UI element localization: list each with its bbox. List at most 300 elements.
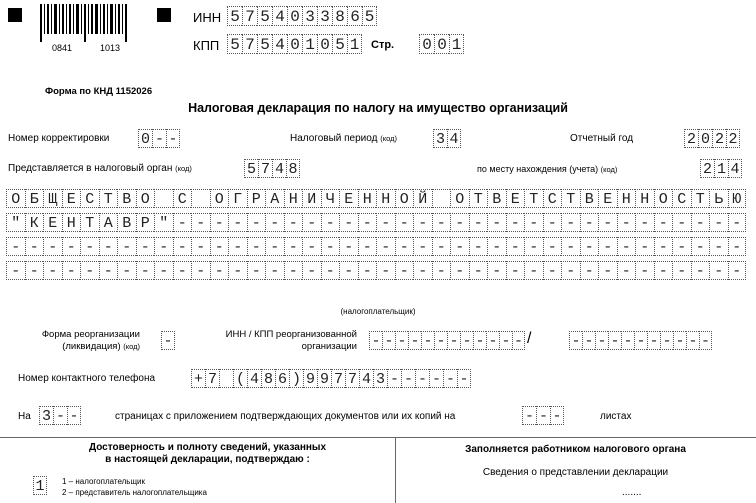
char-cell: - — [173, 213, 192, 232]
char-cell: - — [210, 237, 229, 256]
char-cell: - — [543, 213, 562, 232]
char-cell: Т — [99, 189, 118, 208]
confirm-title-line-1: Достоверность и полноту сведений, указанных — [88, 442, 327, 453]
char-cell: - — [487, 237, 506, 256]
char-cell: - — [382, 331, 395, 350]
char-cell: - — [443, 369, 457, 388]
char-cell: - — [617, 261, 636, 280]
period-label-text: Налоговый период — [290, 133, 378, 144]
taxpayer-name-row — [6, 213, 746, 232]
char-cell: Т — [469, 189, 488, 208]
char-cell: - — [321, 237, 340, 256]
char-cell: - — [173, 261, 192, 280]
char-cell: - — [265, 213, 284, 232]
char-cell: - — [62, 237, 81, 256]
location-code-note: (код) — [600, 165, 618, 174]
char-cell: - — [543, 261, 562, 280]
char-cell: - — [136, 261, 155, 280]
char-cell: - — [358, 237, 377, 256]
char-cell: В — [117, 213, 136, 232]
char-cell: 4 — [272, 34, 287, 54]
char-cell: В — [117, 189, 136, 208]
char-cell: 7 — [205, 369, 219, 388]
reorg-label-line-2 — [10, 341, 140, 353]
char-cell: 0 — [434, 34, 449, 54]
year-field[interactable] — [684, 129, 740, 148]
char-cell: 5 — [227, 34, 242, 54]
char-cell: Е — [598, 189, 617, 208]
char-cell: - — [376, 261, 395, 280]
char-cell: 2 — [726, 129, 740, 148]
char-cell: А — [265, 189, 284, 208]
reorg-label-line-1: Форма реорганизации — [41, 329, 140, 340]
char-cell: - — [387, 369, 401, 388]
char-cell: 8 — [286, 159, 300, 178]
char-cell: - — [617, 237, 636, 256]
char-cell: 3 — [317, 6, 332, 26]
char-cell: - — [673, 331, 686, 350]
char-cell: - — [80, 261, 99, 280]
char-cell: - — [43, 237, 62, 256]
footer-divider — [0, 437, 756, 438]
char-cell: - — [634, 331, 647, 350]
reorg-inn-kpp-separator: / — [527, 330, 532, 347]
char-cell: - — [450, 237, 469, 256]
char-cell: " — [6, 213, 25, 232]
char-cell: - — [210, 261, 229, 280]
char-cell: И — [302, 189, 321, 208]
char-cell: О — [654, 189, 673, 208]
char-cell: Г — [228, 189, 247, 208]
char-cell: 5 — [257, 34, 272, 54]
char-cell: - — [524, 213, 543, 232]
char-cell: - — [487, 213, 506, 232]
char-cell: Н — [617, 189, 636, 208]
form-knd: Форма по КНД 1152026 — [45, 86, 153, 97]
year-label: Отчетный год — [570, 133, 634, 144]
char-cell: - — [432, 237, 451, 256]
char-cell: - — [580, 237, 599, 256]
taxpayer-name-row — [6, 237, 746, 256]
pages-text: страницах с приложением подтверждающих документов или их копий на — [115, 411, 456, 422]
char-cell: 5 — [362, 6, 377, 26]
char-cell: 5 — [244, 159, 258, 178]
char-cell: - — [506, 237, 525, 256]
char-cell: - — [536, 406, 550, 425]
corner-marker-right — [157, 8, 171, 22]
char-cell: Ь — [709, 189, 728, 208]
char-cell: - — [672, 237, 691, 256]
char-cell: 1 — [33, 476, 47, 495]
page-label: Стр. — [371, 39, 395, 51]
char-cell: - — [654, 213, 673, 232]
char-cell: - — [691, 261, 710, 280]
location-label-text: по месту нахождения (учета) — [477, 164, 599, 174]
char-cell: В — [487, 189, 506, 208]
char-cell: - — [561, 237, 580, 256]
char-cell: С — [80, 189, 99, 208]
char-cell: - — [672, 213, 691, 232]
char-cell: - — [395, 213, 414, 232]
char-cell: О — [210, 189, 229, 208]
char-cell: ) — [289, 369, 303, 388]
char-cell: - — [152, 129, 166, 148]
kpp-field[interactable] — [227, 34, 362, 54]
reorg-inn-label — [190, 329, 357, 353]
inn-label: ИНН — [193, 10, 222, 25]
char-cell — [219, 369, 233, 388]
char-cell: - — [413, 237, 432, 256]
char-cell: - — [580, 261, 599, 280]
period-field[interactable] — [433, 129, 461, 148]
char-cell: - — [210, 213, 229, 232]
char-cell: " — [154, 213, 173, 232]
char-cell: - — [6, 237, 25, 256]
char-cell: Н — [635, 189, 654, 208]
char-cell: 9 — [317, 369, 331, 388]
char-cell: - — [395, 261, 414, 280]
char-cell: Р — [136, 213, 155, 232]
char-cell: - — [25, 237, 44, 256]
char-cell: - — [598, 213, 617, 232]
reorg-inn-field[interactable] — [369, 331, 525, 350]
char-cell: - — [450, 261, 469, 280]
char-cell: - — [635, 261, 654, 280]
char-cell: - — [265, 261, 284, 280]
char-cell: 8 — [332, 6, 347, 26]
confirm-title-line-2: в настоящей декларации, подтверждаю : — [105, 454, 310, 465]
char-cell: 4 — [247, 369, 261, 388]
kpp-label: КПП — [193, 38, 220, 53]
tax-office-title: Заполняется работником налогового органа — [465, 444, 686, 455]
taxpayer-caption: (налогоплательщик) — [340, 307, 416, 316]
char-cell: - — [413, 213, 432, 232]
char-cell: - — [429, 369, 443, 388]
char-cell: Е — [43, 213, 62, 232]
char-cell: Т — [691, 189, 710, 208]
char-cell: - — [401, 369, 415, 388]
corner-marker-left — [8, 8, 22, 22]
barcode-number-right: 1013 — [100, 43, 121, 53]
char-cell: 6 — [347, 6, 362, 26]
char-cell: - — [432, 213, 451, 232]
char-cell: - — [321, 213, 340, 232]
char-cell: - — [369, 331, 382, 350]
char-cell: - — [434, 331, 447, 350]
char-cell: 3 — [302, 6, 317, 26]
char-cell: - — [136, 237, 155, 256]
char-cell: - — [432, 261, 451, 280]
authority-label-text: Представляется в налоговый орган — [8, 163, 173, 174]
reorg-inn-label-line-2: организации — [301, 341, 357, 352]
char-cell: 0 — [698, 129, 712, 148]
char-cell: - — [457, 369, 471, 388]
char-cell: - — [569, 331, 582, 350]
char-cell: - — [339, 237, 358, 256]
confirm-option-2: 2 – представитель налогоплательщика — [62, 488, 207, 497]
char-cell: - — [62, 261, 81, 280]
char-cell: - — [513, 333, 523, 350]
char-cell: - — [499, 331, 512, 350]
char-cell: - — [415, 369, 429, 388]
char-cell: - — [709, 261, 728, 280]
char-cell: 9 — [303, 369, 317, 388]
confirm-option-1: 1 – налогоплательщик — [62, 477, 146, 486]
period-label — [290, 133, 397, 145]
char-cell: - — [284, 237, 303, 256]
inn-field[interactable] — [227, 6, 377, 26]
char-cell: Щ — [43, 189, 62, 208]
char-cell: - — [524, 261, 543, 280]
char-cell: - — [395, 237, 414, 256]
char-cell: - — [358, 261, 377, 280]
char-cell: Н — [284, 189, 303, 208]
char-cell: + — [191, 369, 205, 388]
correction-field[interactable] — [138, 129, 180, 148]
char-cell: - — [358, 213, 377, 232]
char-cell: - — [302, 261, 321, 280]
char-cell: - — [654, 261, 673, 280]
char-cell: - — [635, 213, 654, 232]
char-cell: 2 — [700, 159, 714, 178]
char-cell: - — [522, 406, 536, 425]
char-cell: 3 — [433, 129, 447, 148]
reorg-field[interactable] — [161, 331, 175, 350]
char-cell: Н — [358, 189, 377, 208]
char-cell: О — [136, 189, 155, 208]
char-cell: - — [99, 237, 118, 256]
char-cell: - — [25, 261, 44, 280]
char-cell: 7 — [331, 369, 345, 388]
char-cell: Б — [25, 189, 44, 208]
char-cell: - — [608, 331, 621, 350]
char-cell: 1 — [347, 34, 362, 54]
char-cell: 8 — [261, 369, 275, 388]
char-cell: - — [598, 237, 617, 256]
sheets-count-field[interactable] — [522, 406, 564, 425]
char-cell: 0 — [138, 129, 152, 148]
char-cell: - — [421, 331, 434, 350]
char-cell: - — [506, 261, 525, 280]
char-cell: - — [43, 261, 62, 280]
char-cell: Н — [62, 213, 81, 232]
authority-label — [8, 163, 192, 175]
char-cell: - — [302, 237, 321, 256]
phone-field[interactable] — [191, 369, 471, 388]
char-cell: - — [686, 331, 699, 350]
char-cell: Е — [506, 189, 525, 208]
char-cell: К — [25, 213, 44, 232]
char-cell: - — [561, 261, 580, 280]
char-cell: ( — [233, 369, 247, 388]
char-cell: - — [660, 331, 673, 350]
char-cell: 4 — [272, 159, 286, 178]
char-cell: - — [6, 261, 25, 280]
char-cell: Е — [62, 189, 81, 208]
char-cell: 5 — [227, 6, 242, 26]
page-number-field[interactable] — [419, 34, 464, 54]
taxpayer-name-row — [6, 261, 746, 280]
reorg-label-text-2: (ликвидация) — [62, 341, 121, 352]
char-cell: - — [228, 213, 247, 232]
char-cell: 7 — [258, 159, 272, 178]
char-cell: - — [728, 261, 747, 280]
char-cell: - — [339, 261, 358, 280]
char-cell: - — [469, 261, 488, 280]
char-cell: - — [247, 237, 266, 256]
correction-label: Номер корректировки — [8, 133, 110, 144]
char-cell: Е — [339, 189, 358, 208]
char-cell: - — [247, 213, 266, 232]
char-cell: - — [543, 237, 562, 256]
char-cell: - — [228, 261, 247, 280]
char-cell: - — [413, 261, 432, 280]
char-cell: - — [80, 237, 99, 256]
char-cell: - — [473, 331, 486, 350]
authority-field[interactable] — [244, 159, 300, 178]
char-cell: Т — [80, 213, 99, 232]
reorg-kpp-field[interactable] — [569, 331, 712, 350]
tax-office-subtitle: Сведения о представлении декларации — [482, 467, 669, 478]
char-cell: О — [395, 189, 414, 208]
char-cell: - — [595, 331, 608, 350]
char-cell: - — [99, 261, 118, 280]
char-cell: - — [635, 237, 654, 256]
char-cell: - — [284, 261, 303, 280]
char-cell: - — [161, 331, 175, 350]
char-cell: Ю — [728, 189, 747, 208]
char-cell: 1 — [449, 34, 464, 54]
char-cell: - — [191, 213, 210, 232]
taxpayer-name-row — [6, 189, 746, 208]
reorg-label — [10, 329, 140, 353]
char-cell — [432, 189, 451, 208]
tax-office-dots: ....... — [622, 487, 642, 498]
char-cell: - — [376, 237, 395, 256]
char-cell: В — [580, 189, 599, 208]
char-cell: 7 — [242, 6, 257, 26]
char-cell: - — [486, 331, 499, 350]
barcode-number-left: 0841 — [52, 43, 73, 53]
char-cell — [191, 189, 210, 208]
char-cell: - — [191, 237, 210, 256]
char-cell: - — [469, 237, 488, 256]
char-cell: 0 — [287, 6, 302, 26]
char-cell: - — [582, 331, 595, 350]
location-field[interactable] — [700, 159, 742, 178]
char-cell: - — [700, 333, 710, 350]
char-cell: - — [580, 213, 599, 232]
char-cell: - — [654, 237, 673, 256]
char-cell: 2 — [684, 129, 698, 148]
char-cell: - — [561, 213, 580, 232]
char-cell: С — [543, 189, 562, 208]
form-title: Налоговая декларация по налогу на имущество организаций — [188, 101, 568, 115]
char-cell: - — [447, 331, 460, 350]
period-code-note: (код) — [380, 134, 397, 143]
authority-code-note: (код) — [175, 164, 192, 173]
char-cell: Ч — [321, 189, 340, 208]
char-cell: 7 — [345, 369, 359, 388]
char-cell: - — [339, 213, 358, 232]
char-cell: - — [691, 213, 710, 232]
pages-prefix: На — [18, 411, 31, 422]
barcode-icon — [40, 4, 130, 42]
reorg-code-note: (код) — [123, 342, 140, 351]
char-cell: 6 — [275, 369, 289, 388]
char-cell: 4 — [359, 369, 373, 388]
char-cell: - — [621, 331, 634, 350]
char-cell: - — [117, 237, 136, 256]
char-cell: - — [728, 237, 747, 256]
char-cell: - — [321, 261, 340, 280]
confirm-code-field[interactable] — [33, 476, 47, 495]
taxpayer-name-field[interactable] — [6, 189, 746, 285]
char-cell: О — [6, 189, 25, 208]
char-cell: - — [450, 213, 469, 232]
char-cell: 5 — [257, 6, 272, 26]
char-cell: - — [728, 213, 747, 232]
char-cell: - — [647, 331, 660, 350]
char-cell: 5 — [332, 34, 347, 54]
char-cell — [154, 189, 173, 208]
char-cell: - — [265, 237, 284, 256]
char-cell: - — [506, 213, 525, 232]
char-cell: - — [524, 237, 543, 256]
char-cell: - — [247, 261, 266, 280]
char-cell: - — [191, 261, 210, 280]
char-cell: - — [53, 406, 67, 425]
char-cell: Й — [413, 189, 432, 208]
char-cell: 0 — [317, 34, 332, 54]
char-cell: 4 — [447, 129, 461, 148]
char-cell: Т — [524, 189, 543, 208]
char-cell: - — [173, 237, 192, 256]
confirm-title — [20, 442, 395, 466]
char-cell: - — [460, 331, 473, 350]
char-cell: - — [408, 331, 421, 350]
char-cell: О — [450, 189, 469, 208]
char-cell: Р — [247, 189, 266, 208]
char-cell: - — [67, 406, 81, 425]
char-cell: - — [550, 406, 564, 425]
char-cell: 7 — [242, 34, 257, 54]
char-cell: 3 — [373, 369, 387, 388]
char-cell: - — [166, 129, 180, 148]
sheets-suffix: листах — [600, 411, 632, 422]
char-cell: - — [154, 261, 173, 280]
char-cell: 1 — [714, 159, 728, 178]
pages-count-field[interactable] — [39, 406, 81, 425]
char-cell: - — [376, 213, 395, 232]
char-cell: Н — [376, 189, 395, 208]
char-cell: - — [709, 213, 728, 232]
char-cell: - — [154, 237, 173, 256]
char-cell: 4 — [272, 6, 287, 26]
char-cell: Т — [561, 189, 580, 208]
char-cell: - — [709, 237, 728, 256]
char-cell: 2 — [712, 129, 726, 148]
char-cell: - — [598, 261, 617, 280]
char-cell: - — [672, 261, 691, 280]
char-cell: 1 — [302, 34, 317, 54]
reorg-inn-label-line-1: ИНН / КПП реорганизованной — [225, 329, 357, 340]
char-cell: - — [691, 237, 710, 256]
char-cell: - — [228, 237, 247, 256]
phone-label: Номер контактного телефона — [18, 373, 156, 384]
char-cell: А — [99, 213, 118, 232]
char-cell: - — [395, 331, 408, 350]
